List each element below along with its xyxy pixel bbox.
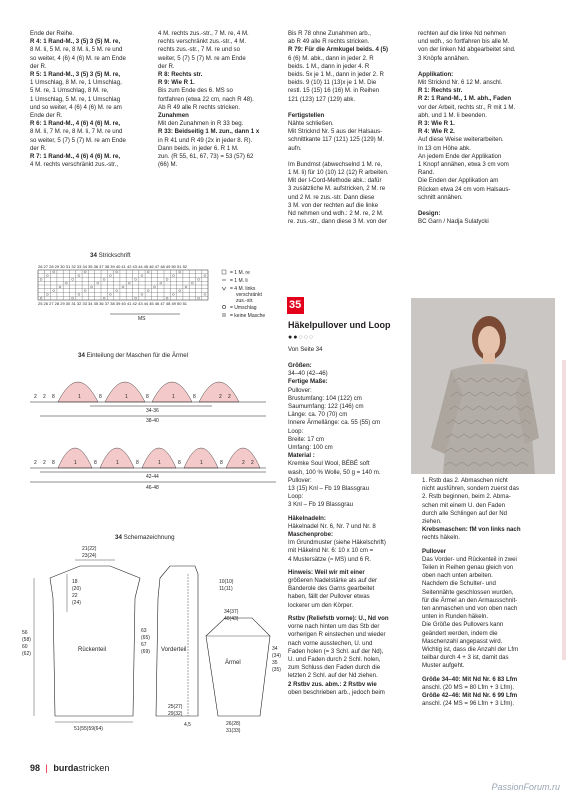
sweater-photo-illustration xyxy=(411,298,555,474)
p35a-line: 2 Rstbv zus. abm.: 2 Rstbv wie xyxy=(288,680,377,688)
col2-line: rechts verschränkt zus.-str., 4 M. xyxy=(158,38,247,46)
col2-line: zun. (R 55, 61, 67, 73) = 53 (57) 62 xyxy=(158,153,254,161)
p35a-line: Größen: xyxy=(288,362,312,369)
p35a-line: Breite: 17 cm xyxy=(288,435,324,443)
col2-line: Bis zum Ende des 6. MS so xyxy=(158,87,233,95)
col4-line: R 4: Wie R 2. xyxy=(418,128,455,136)
instructions-col-4 xyxy=(418,30,544,226)
p35a-line: wash, 100 % Wolle, 50 g = 140 m. xyxy=(288,468,381,476)
strickschrift-title: 34 Strickschrift xyxy=(90,252,131,259)
legend-knit-symbol xyxy=(222,270,226,274)
p35a-line: 34–40 (42–46) xyxy=(288,370,328,378)
p35a-line: 4 Mustersätze (≈ MS) und 6 R. xyxy=(288,555,371,563)
legend-decrease-3: zus.-str. xyxy=(236,298,254,304)
stitch-count: 1 xyxy=(116,460,119,466)
einteilung-title: 34 Einteilung der Maschen für die Ärmel xyxy=(78,352,189,359)
col4-line: Auf diese Weise weiterarbeiten. xyxy=(418,136,504,144)
col4-line: Mit Stricknd Nr. 6 12 M. anschl. xyxy=(418,79,503,87)
col3-line: beids. 5x je 1 M., dann in jeder 2. R xyxy=(288,71,384,79)
armhole-dim-1: 18 xyxy=(72,579,78,585)
p35a-line: Faden holen (= 3 Schl. auf der Nd), xyxy=(288,647,384,655)
col3-line: Bis R 78 ohne Zunahmen arb., xyxy=(288,30,371,37)
p35b-line: Maschenzahl angepasst wird. xyxy=(422,637,503,645)
col3-line: und 2 M. re zus.-str. Dann diese xyxy=(288,193,375,201)
p35b-line: oben nach unten arbeiten. xyxy=(422,572,493,580)
p35b-line: nicht ausführen, sondern zuerst das xyxy=(422,485,519,493)
neck-dim-2: 23(24) xyxy=(82,553,97,559)
p35a-line: vorherigen R einstechen und wieder xyxy=(288,631,386,639)
difficulty-dots xyxy=(288,334,314,341)
front-length-1: 63 xyxy=(141,628,147,634)
sleeve-width-1: 26(28) xyxy=(226,721,241,727)
p35b-line: anschl. (24 MS = 96 Lfm + 3 Lfm). xyxy=(422,700,515,708)
stitch-count: 8 xyxy=(178,460,181,466)
col1-line: so weiter, 4 (6) 4 (6) M. re am Ende xyxy=(30,54,126,62)
stitch-count: 2 xyxy=(43,460,46,466)
col2-line: (66) M. xyxy=(158,161,178,169)
p35a-line: Brustumfang: 104 (122) cm xyxy=(288,394,362,402)
p35a-line: Häkelnadel Nr. 6, Nr. 7 und Nr. 8 xyxy=(288,522,376,530)
p35b-line: Die Größe des Pullovers kann xyxy=(422,621,504,629)
legend-decrease: = 4 M. links xyxy=(230,286,256,292)
col4-line: R 2: 1 Rand-M., 1 M. abh., Faden xyxy=(418,95,512,103)
col1-line: R 4: 1 Rand-M., 3 (5) 3 (5) M. re, xyxy=(30,38,121,46)
p35a-line: Banderole des Garns gearbeitet xyxy=(288,585,375,593)
p35b-line: ten anmaschen und von oben nach xyxy=(422,605,518,613)
col3-line: aufn. xyxy=(288,144,302,152)
col4-line: Die Enden der Applikation am xyxy=(418,177,499,185)
p35a-line: lockerer um den Körper. xyxy=(288,601,354,609)
sleeve-cap-2: 40(43) xyxy=(224,616,239,622)
p35a-line: Kremke Soul Wool, BÉBÉ soft xyxy=(288,460,370,468)
col2-line: weiter, 5 (7) 5 (7) M. re am Ende xyxy=(158,54,246,62)
front-band: 4,5 xyxy=(184,722,191,728)
stitch-count: 1 xyxy=(172,394,175,400)
chart-col-numbers-top: 26 27 28 29 30 31 32 33 34 35 36 37 38 39 40 41 42 43 44 45 46 47 48 49 50 51 52 xyxy=(38,264,188,269)
col3-line: Nd nehmen und wdh.: 2 M. re, 2 M. xyxy=(288,210,384,218)
stitch-count: 8 xyxy=(52,394,55,400)
sleeve-piece xyxy=(206,618,270,716)
col3-line: schnittkante 117 (121) 125 (129) M. xyxy=(288,136,385,144)
p35a-line: Innere Ärmellänge: ca. 55 (55) cm xyxy=(288,419,381,427)
col4-line: In 13 cm Höhe abk. xyxy=(418,144,471,152)
legend-decrease-symbol xyxy=(222,287,226,290)
col2-line: R 8: Rechts str. xyxy=(158,71,203,79)
col3-line: 121 (123) 127 (129) abk. xyxy=(288,95,356,103)
col4-line: 1 Knopf annähen, etwa 3 cm vom xyxy=(418,161,509,169)
legend-knit: = 1 M. re xyxy=(230,270,250,276)
length-2: (58) xyxy=(22,637,31,643)
col1-line: 1 Umschlag, 5 M. re, 1 Umschlag xyxy=(30,95,121,103)
top-dim-1: 34-36 xyxy=(146,408,159,414)
schema-diagram xyxy=(20,538,285,733)
col4-line: R 3: Wie R 1. xyxy=(418,120,455,128)
stitch-count: 1 xyxy=(158,460,161,466)
col4-line: Rücken etwa 24 cm vom Halsaus- xyxy=(418,185,511,193)
col4-line: BC Garn / Nadja Sulatycki xyxy=(418,218,489,226)
sleeve-len-3: 35 xyxy=(272,660,278,666)
col4-line: An jedem Ende der Applikation xyxy=(418,152,502,160)
col3-line: Im Bundmst (abwechselnd 1 M. re, xyxy=(288,160,383,168)
col1-line: 5 M. re, 1 Umschlag, 8 M. re, xyxy=(30,87,109,95)
p35a-line: 13 (15) Knl – Fb 19 Blassgrau xyxy=(288,485,369,493)
pattern35-col-a xyxy=(288,362,408,697)
p35b-line: schen mit einem U. den Faden xyxy=(422,501,505,509)
chart-legend xyxy=(222,270,265,319)
chart-col-numbers-bottom: 25 26 27 28 29 30 31 32 33 34 35 36 37 38 39 40 41 42 43 44 45 46 47 48 49 50 51 xyxy=(38,301,188,306)
p35b-line: für die Ärmel an den Armausschnit- xyxy=(422,596,518,604)
col1-line: Ende der Reihe. xyxy=(30,30,75,37)
p35a-line: Saumumfang: 122 (146) cm xyxy=(288,403,364,411)
stitch-count: 8 xyxy=(146,394,149,400)
length-4: (62) xyxy=(22,651,31,657)
front-width-1: 25(27) xyxy=(168,704,183,710)
front-piece xyxy=(156,566,198,716)
p35b-line: Pullover xyxy=(422,547,447,555)
p35a-line: 3 Knl – Fb 19 Blassgrau xyxy=(288,501,354,509)
sleeve-cap-1: 34(37) xyxy=(224,609,239,615)
p35b-line: 1. Rstb das 2. Abmaschen nicht xyxy=(422,477,508,484)
page-number: 98 xyxy=(30,763,41,773)
p35b-line: Das Vorder- und Rückenteil in zwei xyxy=(422,555,517,563)
col3-line: 3 zusätzliche M. aufstricken, 2 M. re xyxy=(288,185,386,193)
bottom-dim-1: 42-44 xyxy=(146,474,159,480)
strickschrift-chart xyxy=(30,262,280,322)
col4-line: R 1: Rechts str. xyxy=(418,87,463,95)
col1-line: R 5: 1 Rand-M., 3 (5) 3 (5) M. re, xyxy=(30,71,121,79)
difficulty-dot-filled: ●● xyxy=(288,334,299,341)
col3-line: Mit Stricknd Nr. 5 aus der Halsaus- xyxy=(288,128,383,136)
p35b-line: rechts häkeln. xyxy=(422,534,460,542)
col3-line: restl. 15 (15) 16 (16) M. in Reihen xyxy=(288,87,380,95)
difficulty-dot-empty: ○○○ xyxy=(298,334,315,341)
sleeve-len-2: (34) xyxy=(272,653,281,659)
shoulder-dim-1: 10(10) xyxy=(219,579,234,585)
p35b-line: unten in Runden häkeln. xyxy=(422,613,489,621)
brand-rest: stricken xyxy=(78,763,110,773)
pattern-number-badge xyxy=(287,297,304,314)
col3-line: 1 M. li) für 10 (10) 12 (12) R arbeiten. xyxy=(288,169,389,177)
p35a-line: Häkelnadeln: xyxy=(288,514,326,522)
p35b-line: Seitennähte geschlossen wurden, xyxy=(422,588,514,596)
col2-line: Dann beids. in jeder 6. R 1 M. xyxy=(158,144,239,152)
sleeve-len-4: (35) xyxy=(272,667,281,673)
p35b-line: Nachdem die Schulter- und xyxy=(422,580,496,588)
stitch-count: 2 xyxy=(251,460,254,466)
col3-line: re. zus.-str., dann diese 3 M. von der xyxy=(288,218,387,226)
col2-line: in R 41 und R 49 (2x in jeder 8. R). xyxy=(158,136,253,144)
p35b-line: geändert werden, indem die xyxy=(422,629,498,637)
footer-divider: | xyxy=(45,763,48,773)
legend-purl: = 1 M. li xyxy=(230,278,248,284)
top-dim-2: 38-40 xyxy=(146,418,159,424)
col3-line: Nähte schließen. xyxy=(288,120,334,128)
p35b-line: Krebsmaschen: fM von links nach xyxy=(422,526,521,534)
col3-line: R 79: Für die Armkugel beids. 4 (5) xyxy=(288,46,389,54)
front-length-3: 67 xyxy=(141,642,147,648)
col2-line: fortfahren (etwa 22 cm, nach R 48). xyxy=(158,95,254,103)
neck-dim-1: 21(22) xyxy=(82,546,97,552)
legend-yo-symbol xyxy=(222,305,225,308)
p35a-line: Fertige Maße: xyxy=(288,378,328,386)
col3-line: 6 (6) M. abk., dann in jeder 2. R xyxy=(288,54,374,62)
back-label: Rückenteil xyxy=(78,647,107,653)
sleeve-width-2: 31(33) xyxy=(226,728,241,733)
stitch-count: 2 xyxy=(228,394,231,400)
col2-line: Zunahmen xyxy=(158,112,189,120)
col3-line: beids. 1 M., dann in jeder 4. R xyxy=(288,62,370,70)
col1-line: 1 Umschlag, 8 M. re, 1 Umschlag, xyxy=(30,79,122,87)
p35b-line: Teilen in Reihen genau gleich von xyxy=(422,564,514,572)
stitch-count: 2 xyxy=(242,460,245,466)
col2-line: der R. xyxy=(158,62,175,70)
col3-line: ab R 49 alle R rechts stricken. xyxy=(288,38,370,46)
back-width: 51(55)59(64) xyxy=(74,726,103,732)
shoulder-dim-2: 11(11) xyxy=(219,586,233,592)
p35a-line: letzten 2 Schl. auf der Nd ziehen. xyxy=(288,672,378,680)
p35b-line: 2. Rstb beginnen, beim 2. Abma- xyxy=(422,493,511,501)
schema-title: 34 Schemazeichnung xyxy=(115,534,175,541)
p35a-line: größeren Nadelstärke als auf der xyxy=(288,577,378,585)
page-footer xyxy=(30,763,109,773)
col2-line: R 33: Beidseitig 1 M. zun., dann 1 x xyxy=(158,128,260,136)
p35a-line: vorne nach hinten um das Stb der xyxy=(288,623,380,631)
stitch-count: 8 xyxy=(193,394,196,400)
p35a-line: Loop: xyxy=(288,427,304,435)
col1-line: Ende der R. xyxy=(30,112,63,120)
armhole-dim-4: (24) xyxy=(72,600,81,606)
col4-line: von der linken Nd abgearbeitet sind. xyxy=(418,46,516,54)
col1-line: R 7: 1 Rand-M., 4 (6) 4 (6) M. re, xyxy=(30,153,121,161)
front-length-2: (65) xyxy=(141,635,150,641)
stitch-count: 1 xyxy=(125,394,128,400)
p35b-line: ziehen. xyxy=(422,518,442,526)
col1-line: 8 M. li, 5 M. re, 8 M. li, 5 M. re und xyxy=(30,46,123,54)
p35b-line: durch alle Schlingen auf der Nd xyxy=(422,509,508,517)
p35a-line: Umfang: 100 cm xyxy=(288,444,333,452)
col4-line: und wdh., so fortfahren bis alle M. xyxy=(418,38,510,46)
einteilung-diagram xyxy=(30,362,280,492)
col4-line: Design: xyxy=(418,210,441,218)
p35a-line: Pullover: xyxy=(288,386,312,394)
col4-line: 3 Knöpfe annähen. xyxy=(418,54,470,62)
p35a-line: Pullover: xyxy=(288,476,312,484)
stitch-count: 2 xyxy=(34,460,37,466)
col2-line: R 9: Wie R 1. xyxy=(158,79,195,87)
bottom-dim-2: 46-48 xyxy=(146,485,159,491)
instructions-col-2 xyxy=(158,30,276,169)
legend-nostitch-symbol xyxy=(222,313,226,317)
p35a-line: Rstbv (Reliefstb vorne): U., Nd von xyxy=(288,614,389,622)
stitch-count: 2 xyxy=(219,394,222,400)
armhole-dim-3: 22 xyxy=(72,593,78,599)
p35b-line: Größe 42–46: Mit Nd Nr. 6 99 Lfm xyxy=(422,692,518,700)
col3-line: Fertigstellen xyxy=(288,111,325,119)
col2-line: Mit den Zunahmen in R 33 beg. xyxy=(158,120,244,128)
p35a-line: zum Schluss den Faden durch die xyxy=(288,664,381,672)
sleeve-len-1: 34 xyxy=(272,646,278,652)
col2-line: rechts zus.-str., 7 M. re und so xyxy=(158,46,240,54)
legend-nostitch: = keine Masche xyxy=(230,313,266,319)
side-stripe xyxy=(562,360,566,660)
pattern-title: Häkelpullover und Loop xyxy=(288,320,391,330)
p35a-line: Länge: ca. 70 (70) cm xyxy=(288,411,348,419)
front-length-4: (69) xyxy=(141,649,150,655)
p35b-line: Größe 34–40: Mit Nd Nr. 6 83 Lfm xyxy=(422,675,518,683)
from-page: Von Seite 34 xyxy=(288,346,323,353)
col1-line: 4 M. rechts verschränkt zus.-str., xyxy=(30,161,119,169)
stitch-count: 1 xyxy=(78,394,81,400)
front-label: Vorderteil xyxy=(161,647,187,653)
pattern-number: 35 xyxy=(289,299,302,311)
legend-yo: = Umschlag xyxy=(230,305,257,311)
col1-line: R 6: 1 Rand-M., 4 (6) 4 (6) M. re, xyxy=(30,120,121,128)
col1-line: der R. xyxy=(30,144,47,152)
back-piece xyxy=(50,566,140,716)
p35a-line: Loop: xyxy=(288,493,304,501)
col1-line: so weiter, 5 (7) 5 (7) M. re am Ende xyxy=(30,136,126,144)
p35a-line: oben beschrieben arb., jedoch beim xyxy=(288,688,385,696)
col1-line: und so weiter, 4 (6) 4 (6) M. re am xyxy=(30,103,122,111)
p35a-line: Maschenprobe: xyxy=(288,531,334,539)
p35b-line: teilbar durch 4 + 3 ist, damit das xyxy=(422,654,509,662)
p35a-line: U. und Faden durch 2 Schl. holen, xyxy=(288,655,381,663)
col3-line: beids. 9 (10) 11 (13)x je 1 M. Die xyxy=(288,79,377,87)
armhole-dim-2: (20) xyxy=(72,586,81,592)
p35a-line: haben, fällt der Pullover etwas xyxy=(288,593,370,601)
stitch-count: 8 xyxy=(136,460,139,466)
col4-line: rechten auf die linke Nd nehmen xyxy=(418,30,506,37)
p35b-line: anschl. (20 MS = 80 Lfm + 3 Lfm). xyxy=(422,683,515,691)
stitch-count: 8 xyxy=(99,394,102,400)
col1-line: 8 M. li, 7 M. re, 8 M. li, 7 M. re und xyxy=(30,128,123,136)
p35b-line: Wichtig ist, dass die Anzahl der Lfm xyxy=(422,646,519,654)
watermark: PassionForum.ru xyxy=(491,782,560,792)
col4-line: Applikation: xyxy=(418,70,454,78)
instructions-col-3 xyxy=(288,30,410,226)
col3-line: 3 M. von der rechten auf die linke xyxy=(288,201,379,209)
p35a-line: Material : xyxy=(288,452,315,460)
legend-decrease-2: verschränkt xyxy=(236,292,262,298)
stitch-count: 1 xyxy=(74,460,77,466)
stitch-count: 2 xyxy=(43,394,46,400)
p35a-line: mit Häkelnd Nr. 6: 10 x 10 cm = xyxy=(288,547,374,555)
col2-line: 4 M. rechts zus.-str., 7 M. re, 4 M. xyxy=(158,30,249,37)
instructions-col-1 xyxy=(30,30,148,169)
pattern35-col-b xyxy=(422,477,546,708)
p35b-line: Muster aufgeht. xyxy=(422,662,465,670)
stitch-count: 8 xyxy=(220,460,223,466)
col4-line: vor der Arbeit, rechts str., R mit 1 M. xyxy=(418,103,516,111)
p35a-line: Hinweis: Weil wir mit einer xyxy=(288,568,365,576)
col4-line: Rand. xyxy=(418,169,435,177)
brand-bold: burda xyxy=(53,763,79,773)
sleeve-label: Ärmel xyxy=(225,660,241,666)
col1-line: der R. xyxy=(30,62,47,70)
p35a-line: nach vorne ausstechen, U. und xyxy=(288,639,373,647)
front-width-2: 29(32) xyxy=(168,711,183,717)
length-1: 56 xyxy=(22,630,28,636)
col3-line: Mit der I-Cord-Methode abk.: dafür xyxy=(288,177,382,185)
sweater-photo xyxy=(411,298,555,474)
stitch-count: 8 xyxy=(52,460,55,466)
col2-line: Ab R 49 alle R rechts stricken. xyxy=(158,103,240,111)
col4-line: abh. und 1 M. li beenden. xyxy=(418,111,487,119)
p35a-line: Im Grundmuster (siehe Häkelschrift) xyxy=(288,539,386,547)
stitch-count: 2 xyxy=(34,394,37,400)
stitch-count: 8 xyxy=(94,460,97,466)
stitch-count: 1 xyxy=(200,460,203,466)
ms-label: MS xyxy=(138,316,146,322)
col4-line: schnitt annähen. xyxy=(418,193,463,201)
length-3: 60 xyxy=(22,644,28,650)
